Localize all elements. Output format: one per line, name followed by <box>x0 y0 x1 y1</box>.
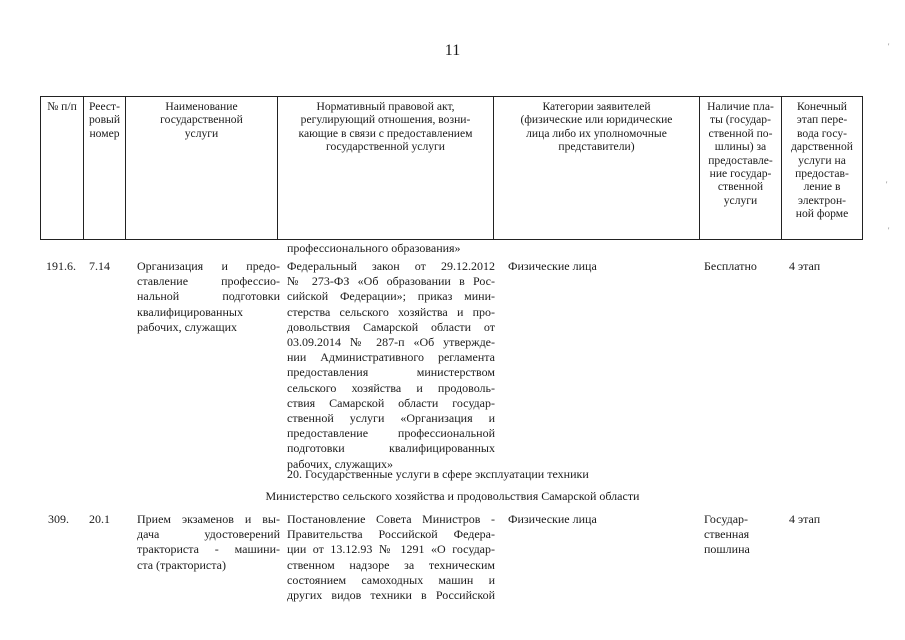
row-191-service: Организация и предо- ставление профессио- нальной подготовки квалифицированных рабочих, служащих <box>137 259 280 334</box>
header-col-registry: Реест- ровый номер <box>84 97 126 240</box>
row-309-applicants: Физические лица <box>508 512 597 526</box>
scan-mark: ' <box>888 42 890 51</box>
row-309-act: Постановление Совета Министров - Правительства Российской Федера- ции от 13.12.93 № 1291 «О государ- ственном надзоре за техническим состоянием самоходных машин и других видов техники в Российской <box>287 512 495 603</box>
header-col-service: Наименование государственной услуги <box>126 97 278 240</box>
page-number: 11 <box>444 42 461 59</box>
row-191-applicants: Физические лица <box>508 259 597 273</box>
row-191-fee: Бесплатно <box>704 259 757 273</box>
row-309-fee: Государ- ственная пошлина <box>704 512 750 557</box>
header-table <box>40 96 863 240</box>
scan-mark: ' <box>886 180 888 189</box>
section-20-heading: 20. Государственные услуги в сфере эксплуатации техники <box>287 467 589 481</box>
row-309-stage: 4 этап <box>789 512 821 526</box>
row-191-stage: 4 этап <box>789 259 821 273</box>
header-col-act: Нормативный правовой акт, регулирующий отношения, возни- кающие в связи с предоставлением государственной услуги <box>278 97 494 240</box>
carryover-line: профессионального образования» <box>287 241 461 255</box>
header-col-stage: Конечный этап пере- вода госу- дарственной услуги на предостав- ление в электрон- ной форме <box>782 97 863 240</box>
row-191-number: 191.6. <box>46 259 76 273</box>
ministry-heading: Министерство сельского хозяйства и продовольствия Самарской области <box>265 489 640 503</box>
row-309-service: Прием экзаменов и вы- дача удостоверений тракториста - машини- ста (тракториста) <box>137 512 280 572</box>
row-191-act: Федеральный закон от 29.12.2012 № 273-ФЗ «Об образовании в Рос- сийской Федерации»; приказ мини- стерства сельского хозяйства и про- довольствия Самарской области от 03.09.2014 № 287-п «Об утвержде- нии Административного регламента предоставления министерством сельского хозяйства и продоволь- ствия Самарской области государ- ственной услуги «Организация и предоставление профессиональной подготовки квалифицированных рабочих, служащих» <box>287 259 495 471</box>
row-191-registry: 7.14 <box>89 259 110 273</box>
header-col-fee: Наличие пла- ты (государ- ственной по- шлины) за предоставле- ние государ- ственной услуги <box>700 97 782 240</box>
header-col-applicants: Категории заявителей (физические или юридические лица либо их уполномочные представители) <box>494 97 700 240</box>
scan-mark: ' <box>888 226 890 235</box>
header-col-number: № п/п <box>41 97 84 240</box>
row-309-registry: 20.1 <box>89 512 110 526</box>
row-309-number: 309. <box>48 512 69 526</box>
